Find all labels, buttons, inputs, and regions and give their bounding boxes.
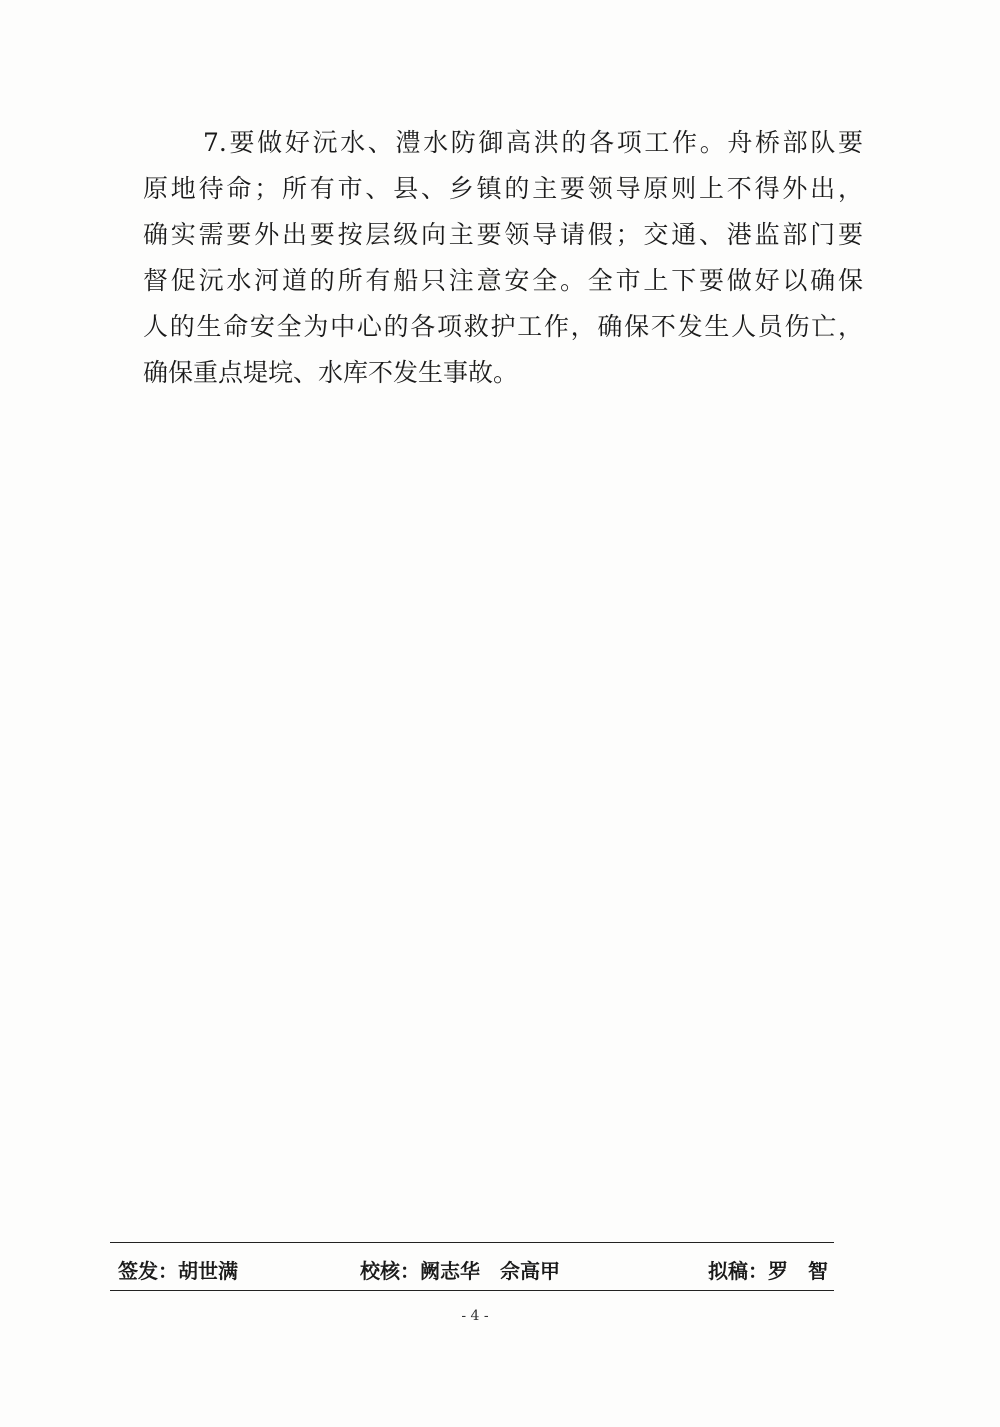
signer-label: 签发：胡世满 bbox=[118, 1259, 238, 1283]
paragraph-line: 人的生命安全为中心的各项救护工作，确保不发生人员伤亡， bbox=[143, 312, 863, 341]
drafter-label: 拟稿：罗 智 bbox=[708, 1259, 828, 1283]
body-paragraph bbox=[143, 120, 863, 396]
page-number: - 4 - bbox=[461, 1308, 489, 1324]
signature-footer bbox=[110, 1242, 834, 1291]
paragraph-line: 7.要做好沅水、澧水防御高洪的各项工作。舟桥部队要 bbox=[203, 128, 863, 157]
paragraph-line: 确实需要外出要按层级向主要领导请假；交通、港监部门要 bbox=[143, 220, 863, 249]
paragraph-line: 原地待命；所有市、县、乡镇的主要领导原则上不得外出， bbox=[143, 174, 863, 203]
paragraph-line: 督促沅水河道的所有船只注意安全。全市上下要做好以确保 bbox=[143, 266, 863, 295]
paragraph-line: 确保重点堤垸、水库不发生事故。 bbox=[143, 358, 519, 387]
checker-label: 校核：阙志华 佘高甲 bbox=[360, 1259, 560, 1283]
